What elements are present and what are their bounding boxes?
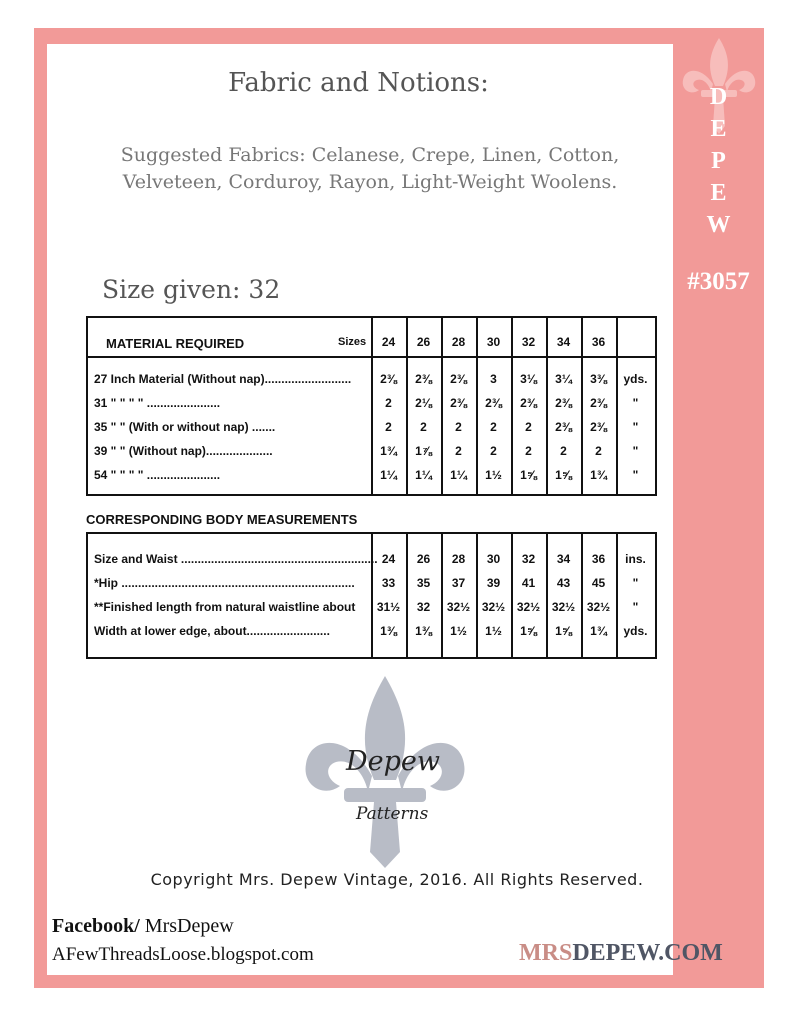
material-value-cell: 1½ (485, 468, 502, 482)
body-value-cell: 1½ (485, 624, 502, 638)
material-value-cell: 2 (455, 420, 462, 434)
material-row-label: 27 Inch Material (Without nap).......................... (94, 372, 352, 386)
table-column-divider (581, 532, 583, 657)
material-value-cell: 2 (420, 420, 427, 434)
table-column-divider (441, 532, 443, 657)
website-part-1: MRS (519, 940, 573, 966)
material-value-cell: 1⅝ (520, 468, 537, 482)
material-row-label: 39 " " (Without nap).................... (94, 444, 273, 458)
fabrics-line-2: Velveteen, Corduroy, Rayon, Light-Weight Woolens. (122, 171, 618, 193)
material-value-cell: 2 (455, 444, 462, 458)
material-value-cell: 1⅞ (415, 444, 432, 458)
side-letter-p: P (711, 148, 726, 174)
body-value-cell: 32½ (481, 600, 506, 614)
material-value-cell: 3 (490, 372, 497, 386)
copyright-notice: Copyright Mrs. Depew Vintage, 2016. All Rights Reserved. (150, 870, 644, 889)
material-row-label: 31 " " " " ...................... (94, 396, 221, 410)
material-value-cell: 2⅜ (450, 396, 467, 410)
material-value-cell: 2 (490, 420, 497, 434)
size-header-cell: 30 (486, 335, 501, 349)
size-header-cell: 26 (416, 335, 431, 349)
table-column-divider (406, 532, 408, 657)
blog-link[interactable]: AFewThreadsLoose.blogspot.com (52, 944, 314, 965)
material-heading: MATERIAL REQUIRED (106, 336, 245, 351)
body-value-cell: 31½ (376, 600, 401, 614)
fabrics-line-1: Suggested Fabrics: Celanese, Crepe, Linen, Cotton, (120, 144, 620, 166)
page-title (0, 68, 794, 98)
body-value-cell: 45 (591, 576, 606, 590)
table-column-divider (511, 532, 513, 657)
side-letter-e: E (710, 116, 727, 142)
body-value-cell: 43 (556, 576, 571, 590)
logo-line-1: Depew (346, 746, 440, 777)
material-value-cell: 1⅝ (555, 468, 572, 482)
material-value-cell: 2⅜ (485, 396, 502, 410)
material-value-cell: 2 (385, 420, 392, 434)
material-value-cell: 2⅜ (450, 372, 467, 386)
sizes-label: Sizes (338, 336, 367, 348)
material-unit-cell: " (632, 420, 639, 434)
side-letter-e2: E (710, 180, 727, 206)
body-measurements-title: CORRESPONDING BODY MEASUREMENTS (86, 512, 358, 527)
logo-line-2: Patterns (356, 804, 429, 824)
body-value-cell: 1⅝ (555, 624, 572, 638)
website-part-2: DEPEW.COM (572, 940, 723, 966)
body-value-cell: 1⅝ (520, 624, 537, 638)
body-row-label: **Finished length from natural waistline about (94, 600, 356, 614)
material-value-cell: 1¾ (380, 444, 397, 458)
body-value-cell: 41 (521, 576, 536, 590)
table-column-divider (616, 532, 618, 657)
body-value-cell: 1⅜ (380, 624, 397, 638)
body-value-cell: 1½ (450, 624, 467, 638)
body-value-cell: 32 (416, 600, 431, 614)
material-unit-cell: " (632, 396, 639, 410)
material-value-cell: 1¼ (380, 468, 397, 482)
material-value-cell: 2⅛ (415, 396, 432, 410)
body-unit-cell: " (632, 576, 639, 590)
body-value-cell: 37 (451, 576, 466, 590)
material-value-cell: 2⅜ (590, 396, 607, 410)
suggested-fabrics (60, 142, 680, 196)
body-row-label: Width at lower edge, about......................... (94, 624, 330, 638)
material-unit-cell: yds. (623, 372, 648, 386)
side-letter-d: D (709, 84, 728, 110)
material-value-cell: 2 (560, 444, 567, 458)
material-value-cell: 2 (525, 420, 532, 434)
facebook-line (52, 915, 234, 938)
body-unit-cell: yds. (623, 624, 648, 638)
material-unit-cell: " (632, 468, 639, 482)
material-value-cell: 1¼ (415, 468, 432, 482)
body-unit-cell: " (632, 600, 639, 614)
material-value-cell: 2⅜ (380, 372, 397, 386)
material-value-cell: 2⅜ (520, 396, 537, 410)
size-header-cell: 36 (591, 335, 606, 349)
material-row-label: 35 " " (With or without nap) ....... (94, 420, 276, 434)
body-value-cell: 34 (556, 552, 571, 566)
body-measurements-table (86, 532, 657, 659)
body-value-cell: 32½ (551, 600, 576, 614)
material-value-cell: 3⅛ (520, 372, 537, 386)
material-value-cell: 2⅜ (555, 420, 572, 434)
table-header-rule (88, 356, 655, 358)
body-value-cell: 1⅜ (415, 624, 432, 638)
body-unit-cell: ins. (625, 552, 646, 566)
material-value-cell: 1¼ (450, 468, 467, 482)
table-column-divider (476, 532, 478, 657)
body-value-cell: 33 (381, 576, 396, 590)
depew-patterns-logo (300, 672, 470, 872)
body-value-cell: 36 (591, 552, 606, 566)
body-value-cell: 32½ (516, 600, 541, 614)
facebook-label: Facebook/ (52, 915, 140, 937)
facebook-handle[interactable]: MrsDepew (139, 915, 234, 937)
material-value-cell: 2⅜ (590, 420, 607, 434)
body-value-cell: 39 (486, 576, 501, 590)
material-unit-cell: " (632, 444, 639, 458)
body-value-cell: 32½ (586, 600, 611, 614)
material-required-table (86, 316, 657, 496)
page-title-text: Fabric and Notions: (228, 68, 489, 98)
table-column-divider (546, 532, 548, 657)
body-value-cell: 1¾ (590, 624, 607, 638)
size-header-cell: 28 (451, 335, 466, 349)
body-value-cell: 30 (486, 552, 501, 566)
table-column-divider (371, 532, 373, 657)
body-value-cell: 35 (416, 576, 431, 590)
size-header-cell: 34 (556, 335, 571, 349)
size-given: Size given: 32 (102, 275, 281, 304)
body-value-cell: 24 (381, 552, 396, 566)
material-value-cell: 1¾ (590, 468, 607, 482)
material-row-label: 54 " " " " ...................... (94, 468, 221, 482)
material-value-cell: 2 (490, 444, 497, 458)
size-header-cell: 24 (381, 335, 396, 349)
side-letter-w: W (706, 212, 731, 238)
material-value-cell: 2 (385, 396, 392, 410)
body-value-cell: 26 (416, 552, 431, 566)
size-header-cell: 32 (521, 335, 536, 349)
material-value-cell: 2 (525, 444, 532, 458)
pattern-number: #3057 (687, 268, 750, 295)
material-value-cell: 3¼ (555, 372, 572, 386)
material-value-cell: 2⅜ (555, 396, 572, 410)
material-value-cell: 2⅜ (415, 372, 432, 386)
body-value-cell: 32 (521, 552, 536, 566)
body-row-label: *Hip ...................................................................... (94, 576, 355, 590)
material-value-cell: 2 (595, 444, 602, 458)
material-value-cell: 3⅜ (590, 372, 607, 386)
website-link[interactable] (519, 940, 723, 967)
body-value-cell: 32½ (446, 600, 471, 614)
body-value-cell: 28 (451, 552, 466, 566)
body-row-label: Size and Waist ........................................................... (94, 552, 378, 566)
